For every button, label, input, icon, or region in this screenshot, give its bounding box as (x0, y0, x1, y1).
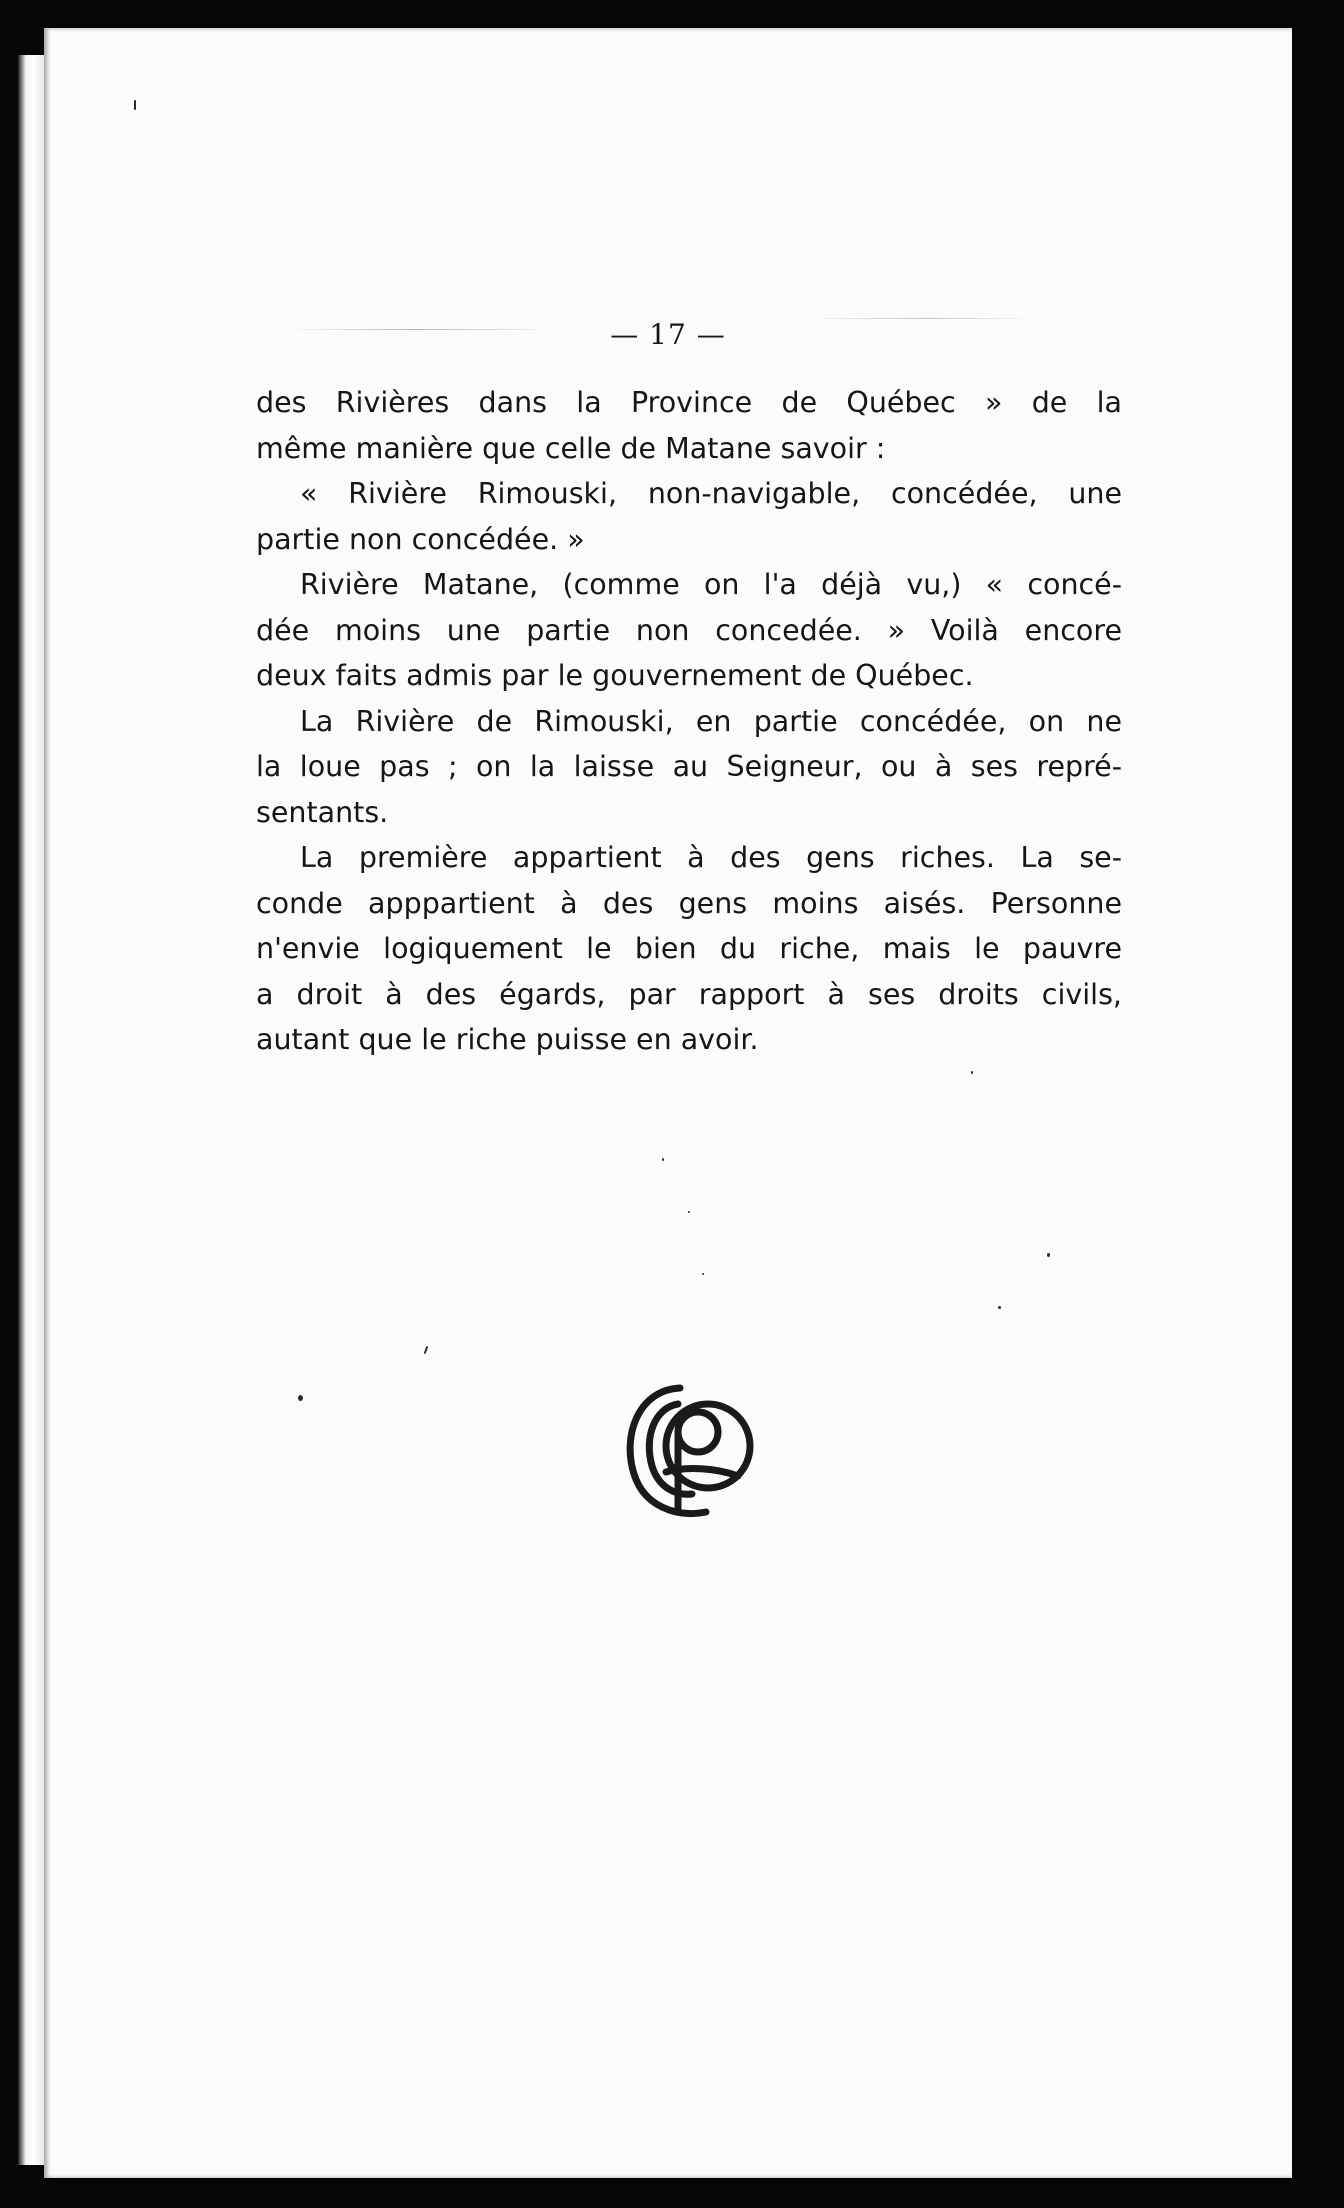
ink-speck (1047, 1253, 1050, 1257)
ink-speck (688, 1211, 690, 1213)
ink-speck (702, 1273, 704, 1275)
ink-speck (662, 1158, 664, 1161)
ink-speck (971, 1071, 973, 1074)
text-line: conde apppartient à des gens moins aisés. Personne (256, 886, 1122, 920)
publisher-monogram-icon (616, 1376, 776, 1526)
previous-page-edge (18, 55, 44, 2165)
ink-speck (998, 1306, 1001, 1309)
ink-speck (424, 1346, 429, 1354)
text-line: n'envie logiquement le bien du riche, mais le pauvre (256, 932, 1122, 965)
text-line: autant que le riche puisse en avoir. (256, 1023, 759, 1056)
text-line: « Rivière Rimouski, non-navigable, concédée, une (300, 477, 1122, 510)
text-line: dée moins une partie non concedée. » Voilà encore (256, 613, 1122, 647)
text-line: a droit à des égards, par rapport à ses droits civils, (256, 977, 1122, 1011)
page-header (44, 318, 1292, 358)
ink-speck (134, 100, 136, 110)
text-line: La Rivière de Rimouski, en partie concédée, on ne (300, 704, 1122, 738)
text-line: la loue pas ; on la laisse au Seigneur, ou à ses repré- (256, 750, 1122, 783)
text-line: La première appartient à des gens riches. La se- (300, 841, 1122, 874)
text-line: deux faits admis par le gouvernement de Québec. (256, 659, 974, 692)
page-number: — 17 — (610, 318, 726, 351)
text-line: même manière que celle de Matane savoir : (256, 431, 886, 465)
body-text (256, 380, 1122, 1063)
text-line: partie non concédée. » (256, 522, 585, 556)
text-line: des Rivières dans la Province de Québec » de la (256, 386, 1122, 419)
book-page (44, 28, 1292, 2178)
ink-speck (298, 1395, 303, 1401)
text-line: sentants. (256, 795, 389, 829)
text-line: Rivière Matane, (comme on l'a déjà vu,) « concé- (300, 568, 1122, 601)
